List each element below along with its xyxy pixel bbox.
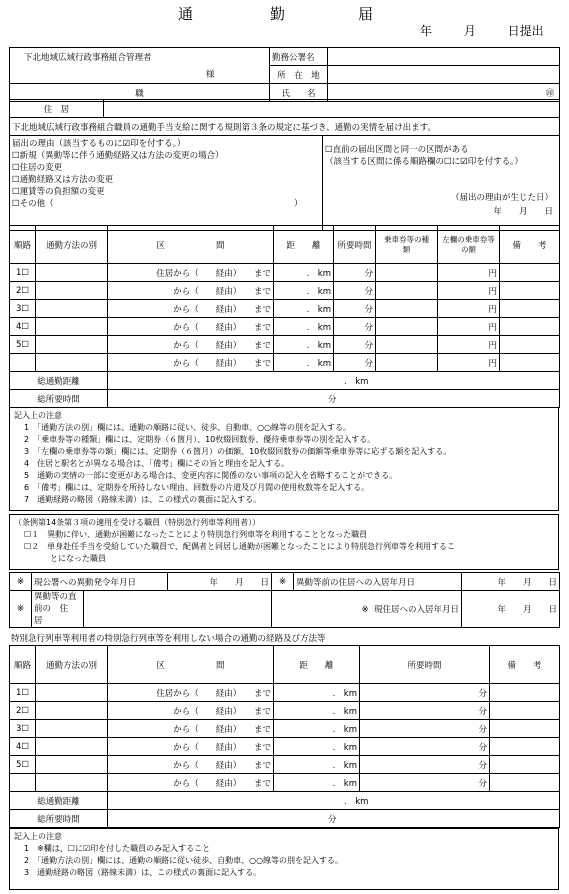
rt2-section[interactable]: 住居から（ 経由） まで <box>108 684 274 702</box>
submit-day-label: 日提出 <box>507 24 544 38</box>
rt2-no[interactable] <box>10 774 36 792</box>
rt1-method[interactable] <box>36 264 108 282</box>
rt1-dist[interactable]: . km <box>274 282 334 300</box>
rt1-method[interactable] <box>36 336 108 354</box>
mark-3: ※ <box>10 591 32 628</box>
route-table-1 <box>9 225 560 408</box>
residence-label: 住 居 <box>10 100 104 118</box>
table-row <box>10 282 560 300</box>
rt1-amount[interactable]: 円 <box>438 354 500 372</box>
rt1-section[interactable]: 住居から（ 経由） まで <box>108 264 274 282</box>
location-field[interactable] <box>328 66 560 84</box>
rt2-no[interactable]: 2☐ <box>10 702 36 720</box>
mark-1: ※ <box>10 573 32 591</box>
rt2-section[interactable]: から（ 経由） まで <box>108 720 274 738</box>
notes-1-heading: 記入上の注意 <box>14 411 62 420</box>
prev-residence-field[interactable] <box>84 591 272 628</box>
rt1-h-dist: 距 離 <box>274 226 334 264</box>
rt1-no[interactable]: 2☐ <box>10 282 36 300</box>
rt1-amount[interactable]: 円 <box>438 264 500 282</box>
rt2-remarks[interactable] <box>490 738 560 756</box>
rt2-total-time-label: 総所要時間 <box>10 810 108 828</box>
title-char-1: 通 <box>178 5 194 23</box>
special-item-2-cont: とになった職員 <box>50 554 106 563</box>
rt2-h-dist: 距 離 <box>274 646 360 684</box>
notes-2-heading: 記入上の注意 <box>14 832 62 841</box>
rt1-method[interactable] <box>36 354 108 372</box>
reason-residence[interactable]: ☐住居の変更 <box>12 163 63 173</box>
table-row <box>10 318 560 336</box>
rt2-method[interactable] <box>36 756 108 774</box>
submit-month-label: 月 <box>463 24 476 38</box>
rt1-amount[interactable]: 円 <box>438 282 500 300</box>
rt1-dist[interactable]: . km <box>274 264 334 282</box>
rt1-time[interactable]: 分 <box>334 300 376 318</box>
table-row <box>10 702 560 720</box>
notes-2-item: 1 ※欄は、☐に☑印を付した職員のみ記入すること <box>24 844 211 853</box>
rt1-ticket[interactable] <box>376 282 438 300</box>
rt1-total-dist-label: 総通勤距離 <box>10 372 108 390</box>
rt1-no[interactable]: 4☐ <box>10 318 36 336</box>
office-label: 勤務公署名 <box>270 48 328 66</box>
rt2-dist[interactable]: . km <box>274 684 360 702</box>
notes-1-item: 1 「通勤方法の別」欄には、通勤の順路に従い、徒歩、自動車、○○線等の別を記入する。 <box>24 423 352 432</box>
rt2-no[interactable]: 5☐ <box>10 756 36 774</box>
route-table-2 <box>9 645 560 828</box>
addressee-org: 下北地域広域行政事務組合管理者 <box>24 53 152 63</box>
rt1-method[interactable] <box>36 300 108 318</box>
rt2-time[interactable]: 分 <box>360 720 490 738</box>
rt2-no[interactable]: 4☐ <box>10 738 36 756</box>
seal-mark: ㊞ <box>545 88 555 99</box>
rt2-time[interactable]: 分 <box>360 684 490 702</box>
rt1-section[interactable]: から（ 経由） まで <box>108 318 274 336</box>
notes-1-item: 3 「左欄の乗車券等の額」欄には、定期券（６箇月）の価額、10枚綴回数券の価額等乗車券等に応ずる額を記入する。 <box>24 447 452 456</box>
prev-residence-label: 異動等の直前の 住 居 <box>32 591 84 628</box>
rt2-remarks[interactable] <box>490 720 560 738</box>
rt1-h-remarks: 備 考 <box>500 226 560 264</box>
rt1-method[interactable] <box>36 318 108 336</box>
rt2-remarks[interactable] <box>490 756 560 774</box>
mark-4: ※ <box>361 605 369 615</box>
reason-new[interactable]: ☐新規（異動等に伴う通勤経路又は方法の変更の場合） <box>12 151 224 161</box>
rt1-no[interactable]: 3☐ <box>10 300 36 318</box>
rt1-time[interactable]: 分 <box>334 336 376 354</box>
rt1-h-amount: 左欄の乗車券等の額 <box>438 226 500 264</box>
rt2-method[interactable] <box>36 738 108 756</box>
position-label: 職 <box>10 84 270 102</box>
declaration-text: 下北地域広域行政事務組合職員の通勤手当支給に関する規則第３条の規定に基づき、通勤の実情を届け出ます。 <box>10 118 560 136</box>
addressee-cell <box>10 48 270 84</box>
rt1-amount[interactable]: 円 <box>438 318 500 336</box>
rt1-ticket[interactable] <box>376 354 438 372</box>
addressee-sama: 様 <box>206 70 215 80</box>
rt2-section[interactable]: から（ 経由） まで <box>108 756 274 774</box>
rt1-remarks[interactable] <box>500 318 560 336</box>
rt2-h-remarks: 備 考 <box>490 646 560 684</box>
rt2-time[interactable]: 分 <box>360 738 490 756</box>
rt1-dist[interactable]: . km <box>274 318 334 336</box>
rt2-no[interactable]: 1☐ <box>10 684 36 702</box>
rt1-section[interactable]: から（ 経由） まで <box>108 354 274 372</box>
notes-1-item: 4 住居と駅名とが異なる場合は、「備考」欄にその旨と理由を記入する。 <box>24 459 290 468</box>
rt1-h-ticket: 乗車券等の種 類 <box>376 226 438 264</box>
mark-2: ※ <box>272 573 294 591</box>
dates-table <box>9 572 560 628</box>
rt1-dist[interactable]: . km <box>274 336 334 354</box>
rt1-h-section: 区 間 <box>108 226 274 264</box>
rt2-dist[interactable]: . km <box>274 756 360 774</box>
table-row <box>10 264 560 282</box>
route-2-heading: 特別急行列車等利用者の特別急行列車等を利用しない場合の通勤の経路及び方法等 <box>11 634 326 644</box>
current-office-date-label: 現公署への異動発令年月日 <box>32 573 168 591</box>
rt2-method[interactable] <box>36 774 108 792</box>
rt2-total-dist[interactable]: . km <box>108 792 560 810</box>
rt2-remarks[interactable] <box>490 702 560 720</box>
notes-1-item: 6 「備考」欄には、定期券を所持しない理由、回数券の片道及び月間の使用枚数等を記入する。 <box>24 483 370 492</box>
rt1-h-no: 順路 <box>10 226 36 264</box>
rt1-section[interactable]: から（ 経由） まで <box>108 282 274 300</box>
rt2-time[interactable]: 分 <box>360 702 490 720</box>
reason-fare[interactable]: ☐運賃等の負担額の変更 <box>12 187 105 197</box>
rt2-section[interactable]: から（ 経由） まで <box>108 774 274 792</box>
rt1-method[interactable] <box>36 282 108 300</box>
rt2-section[interactable]: から（ 経由） まで <box>108 738 274 756</box>
office-field[interactable] <box>328 48 560 66</box>
notes-1-item: 2 「乗車券等の種類」欄には、定期券（６箇月）、10枚綴回数券、優待乗車券等の別を記入する。 <box>24 435 376 444</box>
rt2-h-section: 区 間 <box>108 646 274 684</box>
rt2-method[interactable] <box>36 720 108 738</box>
rt2-dist[interactable]: . km <box>274 774 360 792</box>
rt1-no[interactable] <box>10 354 36 372</box>
rt2-no[interactable]: 3☐ <box>10 720 36 738</box>
same-section-note: （該当する区間に係る順路欄の☐に☑印を付する。） <box>325 157 523 167</box>
special-item-2[interactable]: ☐２ 単身赴任手当を受給していた職員で、配偶者と同居し通勤が困難となったことにより特別急行列車等を利用するこ <box>24 542 456 551</box>
notes-1 <box>9 407 559 511</box>
table-row <box>10 300 560 318</box>
submit-year-label: 年 <box>420 24 433 38</box>
reason-heading: 届出の理由（該当するものに☑印を付する。） <box>12 139 186 149</box>
reason-other-label: ☐その他（ <box>12 199 54 209</box>
rt2-h-no: 順路 <box>10 646 36 684</box>
rt2-remarks[interactable] <box>490 684 560 702</box>
table-row <box>10 336 560 354</box>
rt2-method[interactable] <box>36 684 108 702</box>
rt2-method[interactable] <box>36 702 108 720</box>
reason-date: 年 月 日 <box>493 207 553 217</box>
rt2-dist[interactable]: . km <box>274 702 360 720</box>
title-char-3: 届 <box>358 5 374 23</box>
notes-1-item: 7 通勤経路の略図（路線未満）は、この様式の裏面に記入する。 <box>24 495 262 504</box>
current-residence-date-label <box>272 591 462 628</box>
rt1-section[interactable]: から（ 経由） まで <box>108 336 274 354</box>
rt1-dist[interactable]: . km <box>274 300 334 318</box>
rt1-remarks[interactable] <box>500 264 560 282</box>
notes-2 <box>9 828 559 890</box>
rt2-total-dist-label: 総通勤距離 <box>10 792 108 810</box>
rt1-h-method: 通勤方法の別 <box>36 226 108 264</box>
table-row <box>10 684 560 702</box>
rt2-time[interactable]: 分 <box>360 774 490 792</box>
applicant-table <box>9 47 560 102</box>
reason-other-close: ） <box>294 199 303 209</box>
rt1-ticket[interactable] <box>376 264 438 282</box>
rt1-total-time[interactable]: 分 <box>108 390 560 408</box>
rt1-amount[interactable]: 円 <box>438 336 500 354</box>
rt1-time[interactable]: 分 <box>334 318 376 336</box>
table-row <box>10 354 560 372</box>
rt1-ticket[interactable] <box>376 318 438 336</box>
reason-list <box>10 136 323 231</box>
same-section-option[interactable]: ☐直前の届出区間と同一の区間がある <box>325 145 469 155</box>
rt1-h-time: 所要時間 <box>334 226 376 264</box>
rt1-time[interactable]: 分 <box>334 264 376 282</box>
rt2-dist[interactable]: . km <box>274 720 360 738</box>
special-users <box>9 514 559 570</box>
reason-date-label: （届出の理由が生じた日） <box>450 193 553 203</box>
residence-table <box>9 99 560 136</box>
current-residence-date[interactable]: 年 月 日 <box>462 591 560 628</box>
rt2-h-time: 所要時間 <box>360 646 490 684</box>
notes-2-item: 3 通勤経路の略図（路線未満）は、この様式の裏面に記入する。 <box>24 868 262 877</box>
rt1-no[interactable]: 5☐ <box>10 336 36 354</box>
rt1-dist[interactable]: . km <box>274 354 334 372</box>
notes-2-item: 2 「通勤方法の別」欄には、通勤の順路に従い徒歩、自動車、○○線等の別を記入する。 <box>24 856 344 865</box>
special-item-1[interactable]: ☐１ 異動に伴い、通勤が困難になったことにより特別急行列車等を利用することとなった職員 <box>24 530 368 539</box>
rt1-no[interactable]: 1☐ <box>10 264 36 282</box>
rt1-remarks[interactable] <box>500 336 560 354</box>
table-row <box>10 756 560 774</box>
rt1-total-time-label: 総所要時間 <box>10 390 108 408</box>
reason-route[interactable]: ☐通勤経路又は方法の変更 <box>12 175 114 185</box>
rt2-h-method: 通勤方法の別 <box>36 646 108 684</box>
prev-residence-date-label: 異動等前の住居への入居年月日 <box>294 573 462 591</box>
rt1-ticket[interactable] <box>376 336 438 354</box>
table-row <box>10 720 560 738</box>
location-label: 所 在 地 <box>270 66 328 84</box>
rt1-amount[interactable]: 円 <box>438 300 500 318</box>
rt1-total-dist[interactable]: . km <box>108 372 560 390</box>
rt1-section[interactable]: から（ 経由） まで <box>108 300 274 318</box>
special-heading: （条例第14条第３項の適用を受ける職員（特別急行列車等利用者）） <box>14 518 261 527</box>
rt1-time[interactable]: 分 <box>334 282 376 300</box>
same-section-cell <box>323 136 560 231</box>
rt2-remarks[interactable] <box>490 774 560 792</box>
rt1-remarks[interactable] <box>500 300 560 318</box>
current-residence-date-text: 現住居への入居年月日 <box>374 605 460 615</box>
table-row <box>10 738 560 756</box>
table-row <box>10 774 560 792</box>
rt2-total-time[interactable]: 分 <box>108 810 560 828</box>
title-char-2: 勤 <box>270 5 286 23</box>
submit-date <box>420 22 544 39</box>
rt2-section[interactable]: から（ 経由） まで <box>108 702 274 720</box>
residence-field[interactable] <box>104 100 560 118</box>
reason-table <box>9 135 560 231</box>
reason-other[interactable] <box>12 198 320 210</box>
rt1-time[interactable]: 分 <box>334 354 376 372</box>
name-label: 氏 名 <box>270 84 328 102</box>
rt2-dist[interactable]: . km <box>274 738 360 756</box>
rt1-remarks[interactable] <box>500 354 560 372</box>
notes-1-item: 5 通勤の実情の一部に変更がある場合は、変更内容に関係のない事項の記入を省略することができる。 <box>24 471 398 480</box>
current-office-date[interactable]: 年 月 日 <box>168 573 272 591</box>
rt1-ticket[interactable] <box>376 300 438 318</box>
rt2-time[interactable]: 分 <box>360 756 490 774</box>
rt1-remarks[interactable] <box>500 282 560 300</box>
prev-residence-date[interactable]: 年 月 日 <box>462 573 560 591</box>
